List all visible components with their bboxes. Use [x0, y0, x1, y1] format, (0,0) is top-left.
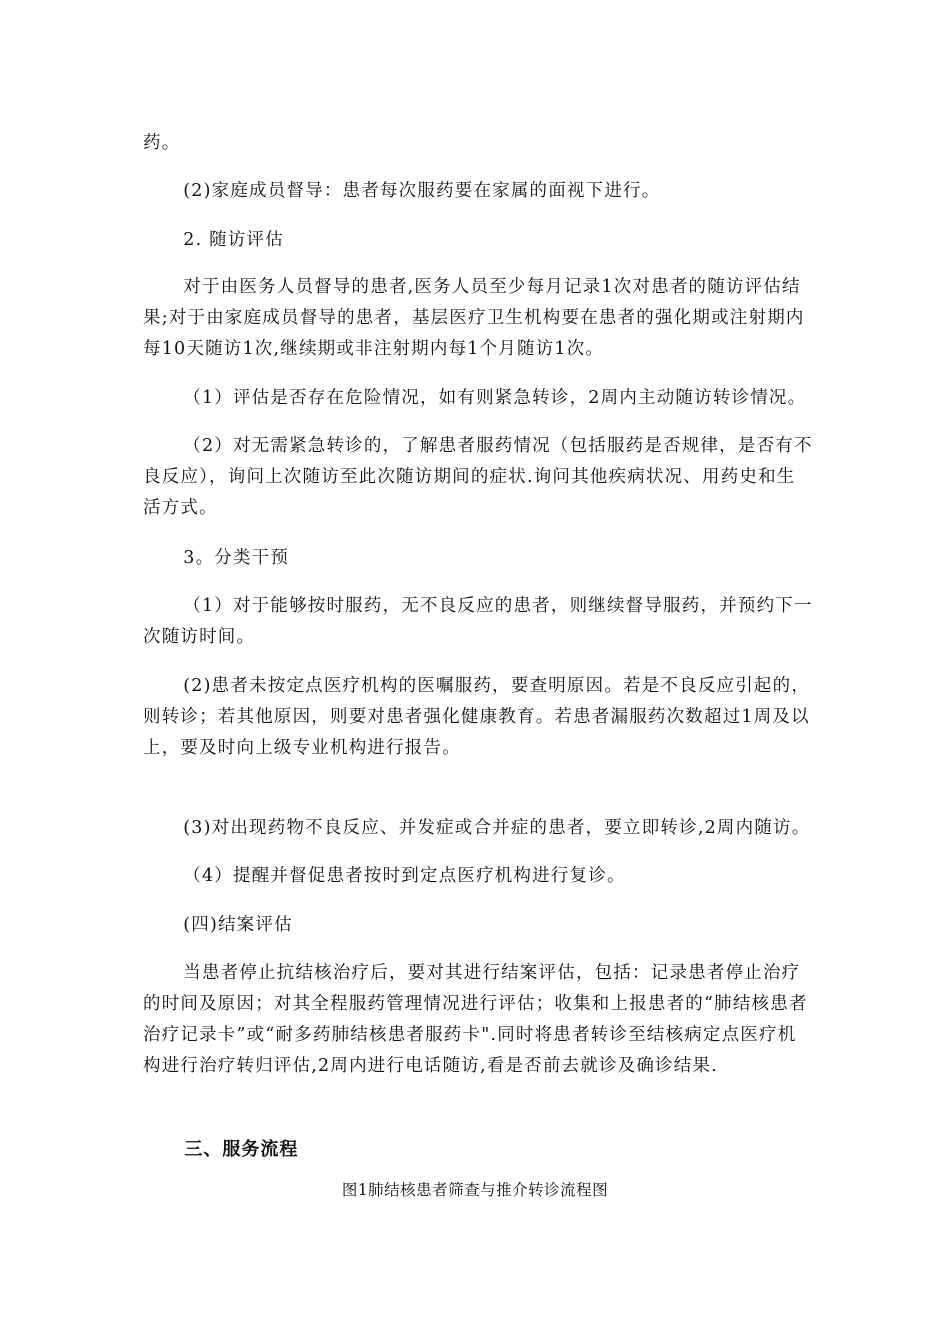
paragraph-danger-assessment: （1）评估是否存在危险情况，如有则紧急转诊，2周内主动随访转诊情况。 — [183, 388, 807, 408]
paragraph-continuation: 药。 — [143, 133, 181, 153]
section-heading-service-process: 三、服务流程 — [184, 1139, 299, 1160]
figure-caption: 图1肺结核患者筛查与推介转诊流程图 — [341, 1181, 609, 1199]
paragraph-medication-status: （2）对无需紧急转诊的，了解患者服药情况（包括服药是否规律，是否有不良反应），询问上次随访至此次随访期间的症状.询问其他疾病状况、用药史和生活方式。 — [143, 436, 813, 518]
section-heading-case-closure: (四)结案评估 — [183, 915, 293, 935]
section-heading-classified-intervention: 3。分类干预 — [183, 548, 290, 568]
paragraph-reminder-revisit: （4）提醒并督促患者按时到定点医疗机构进行复诊。 — [183, 866, 626, 886]
paragraph-on-time-medication: （1）对于能够按时服药，无不良反应的患者，则继续督导服药，并预约下一次随访时间。 — [143, 596, 813, 647]
paragraph-adverse-reactions: (3)对出现药物不良反应、并发症或合并症的患者，要立即转诊,2周内随访。 — [183, 818, 811, 838]
paragraph-family-supervision: (2)家庭成员督导：患者每次服药要在家属的面视下进行。 — [183, 181, 661, 201]
paragraph-not-following-orders: (2)患者未按定点医疗机构的医嘱服药，要查明原因。若是不良反应引起的，则转诊；若其他原因，则要对患者强化健康教育。若患者漏服药次数超过1周及以上，要及时向上级专业机构进行报告。 — [143, 676, 811, 758]
paragraph-followup-frequency: 对于由医务人员督导的患者,医务人员至少每月记录1次对患者的随访评估结果;对于由家庭成员督导的患者，基层医疗卫生机构要在患者的强化期或注射期内每10天随访1次,继续期或非注射期内每1个月随访1次。 — [143, 277, 805, 359]
section-heading-followup-assessment: 2. 随访评估 — [183, 230, 284, 250]
paragraph-case-closure-evaluation: 当患者停止抗结核治疗后，要对其进行结案评估，包括：记录患者停止治疗的时间及原因；对其全程服药管理情况进行评估；收集和上报患者的“肺结核患者治疗记录卡”或“耐多药肺结核患者服药卡".同时将患者转诊至结核病定点医疗机构进行治疗转归评估,2周内进行电话随访,看是否前去就诊及确诊结果. — [143, 963, 808, 1076]
